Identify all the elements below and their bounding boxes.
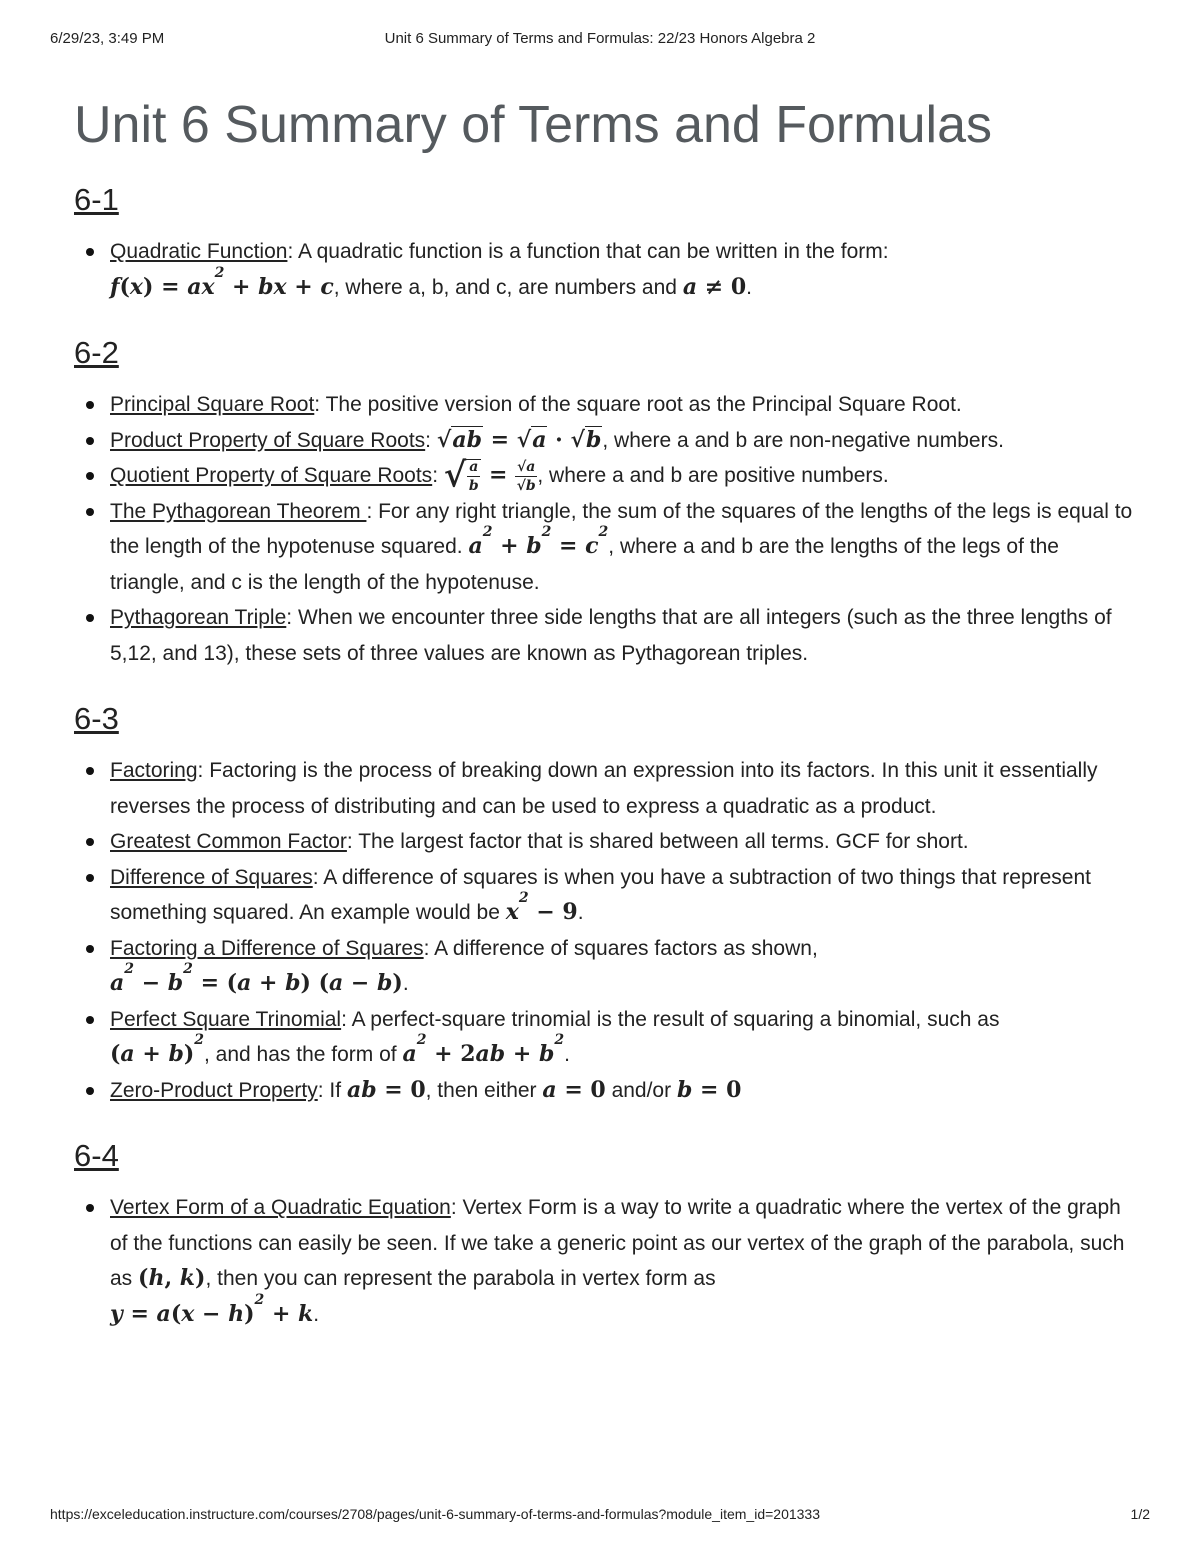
formula-trinomial: $a^2 + 2ab + b^2$ (402, 1032, 565, 1068)
formula-quadratic: $f(x) = ax^2$ + bx + c (110, 264, 334, 300)
section-list-6-1 (74, 234, 1134, 305)
section-heading-6-2: 6-2 (74, 335, 119, 370)
list-item-pythagorean-theorem: The Pythagorean Theorem : For any right triangle, the sum of the squares of the lengths of the legs is equal to the length of the hypotenuse squared. $a^2 + b^2 = c^2$, where a and b are the lengths of the legs of the triangle, and c is the length of the hypotenuse. (110, 494, 1134, 601)
list-item-factoring-difference-of-squares: Factoring a Difference of Squares: A difference of squares factors as shown, $a^2 - b^2 = (a + b) (a - b)$. (110, 931, 1134, 1002)
page-title: Unit 6 Summary of Terms and Formulas (74, 96, 992, 154)
list-item-pythagorean-triple: Pythagorean Triple: When we encounter three side lengths that are all integers (such as the three lengths of 5,12, and 13), these sets of three values are known as Pythagorean triples. (110, 600, 1134, 671)
definition-text-after: , where a, b, and c, are numbers and (333, 275, 677, 299)
page-content (74, 90, 1134, 1332)
print-timestamp: 6/29/23, 3:49 PM (50, 30, 165, 47)
term-quadratic-function: Quadratic Function (110, 240, 288, 263)
list-item-zero-product-property: Zero-Product Property: If ab = 0, then either a = 0 and/or b = 0 (110, 1073, 1134, 1109)
print-url: https://exceleducation.instructure.com/courses/2708/pages/unit-6-summary-of-terms-and-formulas?module_item_id=201333 (50, 1506, 820, 1522)
formula-binomial-squared: $(a + b)^2$ (110, 1032, 204, 1068)
term-perfect-square-trinomial: Perfect Square Trinomial (110, 1007, 342, 1031)
section-heading-6-4: 6-4 (74, 1138, 119, 1174)
list-item-perfect-square-trinomial: Perfect Square Trinomial: A perfect-square trinomial is the result of squaring a binomial, such as $(a + b)^2$, and has the form of $a^2 + 2ab + b^2$. (110, 1002, 1134, 1073)
list-item-product-property: Product Property of Square Roots: √ab = √a · √b, where a and b are non-negative numbers. (110, 423, 1134, 459)
term-quotient-property: Quotient Property of Square Roots (110, 464, 433, 487)
term-factoring: Factoring (110, 759, 198, 783)
list-item-principal-square-root: Principal Square Root: The positive version of the square root as the Principal Square Root. (110, 387, 1134, 423)
list-item-factoring: Factoring: Factoring is the process of breaking down an expression into its factors. In this unit it essentially reverses the process of distributing and can be used to express a quadratic as a product. (110, 753, 1134, 824)
list-item-vertex-form: Vertex Form of a Quadratic Equation: Vertex Form is a way to write a quadratic where the vertex of the graph of the functions can easily be seen. If we take a generic point as our vertex of the graph of the parabola, such as (h, k), then you can represent the parabola in vertex form as $y = a(x - h)^2 + k$. (110, 1190, 1134, 1332)
term-product-property: Product Property of Square Roots (110, 428, 426, 452)
list-item-quotient-property: Quotient Property of Square Roots: √ $\frac{a}{b}$ = $\frac{√a}{√b}$ , where a and b are positive numbers. (110, 458, 1134, 494)
formula-vertex-point: (h, k) (138, 1265, 206, 1292)
formula-pythagorean: $a^2 + b^2 = c^2$ (468, 524, 609, 560)
term-pythagorean-triple: Pythagorean Triple (110, 606, 287, 630)
term-gcf: Greatest Common Factor (110, 830, 347, 854)
list-item-quadratic-function: Quadratic Function: A quadratic function is a function that can be written in the form: $f(x) = ax^2$ + bx + c, where a, b, and c, are numbers and a ≠ 0. (110, 234, 1134, 305)
section-heading-6-1: 6-1 (74, 182, 119, 217)
print-page-title: Unit 6 Summary of Terms and Formulas: 22/23 Honors Algebra 2 (384, 30, 816, 47)
section-heading-6-3: 6-3 (74, 701, 119, 737)
list-item-gcf: Greatest Common Factor: The largest factor that is shared between all terms. GCF for short. (110, 824, 1134, 860)
formula-product-property: √ab = √a · √b (436, 426, 602, 453)
print-page-number: 1/2 (1130, 1506, 1150, 1522)
definition-text: : A quadratic function is a function that can be written in the form: (287, 240, 889, 263)
term-zero-product-property: Zero-Product Property (110, 1078, 318, 1102)
formula-a-not-zero: a ≠ 0 (682, 273, 747, 300)
formula-quotient-property: √ $\frac{a}{b}$ = $\frac{√a}{√b}$ (443, 455, 536, 496)
formula-b-equals-zero: b = 0 (676, 1076, 742, 1103)
term-principal-square-root: Principal Square Root (110, 393, 315, 416)
formula-ab-equals-zero: ab = 0 (346, 1076, 426, 1103)
list-item-difference-of-squares: Difference of Squares: A difference of squares is when you have a subtraction of two things that represent something squared. An example would be $x^2 - 9$. (110, 860, 1134, 931)
formula-difference-of-squares: $a^2 - b^2 = (a + b) (a - b)$ (110, 961, 403, 997)
term-factoring-difference-of-squares: Factoring a Difference of Squares (110, 936, 424, 960)
section-list-6-2 (74, 387, 1134, 671)
section-list-6-4 (74, 1190, 1134, 1332)
term-difference-of-squares: Difference of Squares (110, 865, 313, 889)
formula-x-squared-minus-9: $x^2 - 9$ (505, 890, 578, 926)
formula-vertex-form: $y = a(x - h)^2 + k$ (110, 1291, 314, 1327)
formula-a-equals-zero: a = 0 (542, 1076, 606, 1103)
term-pythagorean-theorem: The Pythagorean Theorem (110, 499, 367, 523)
section-list-6-3 (74, 753, 1134, 1108)
term-vertex-form: Vertex Form of a Quadratic Equation (110, 1196, 451, 1220)
